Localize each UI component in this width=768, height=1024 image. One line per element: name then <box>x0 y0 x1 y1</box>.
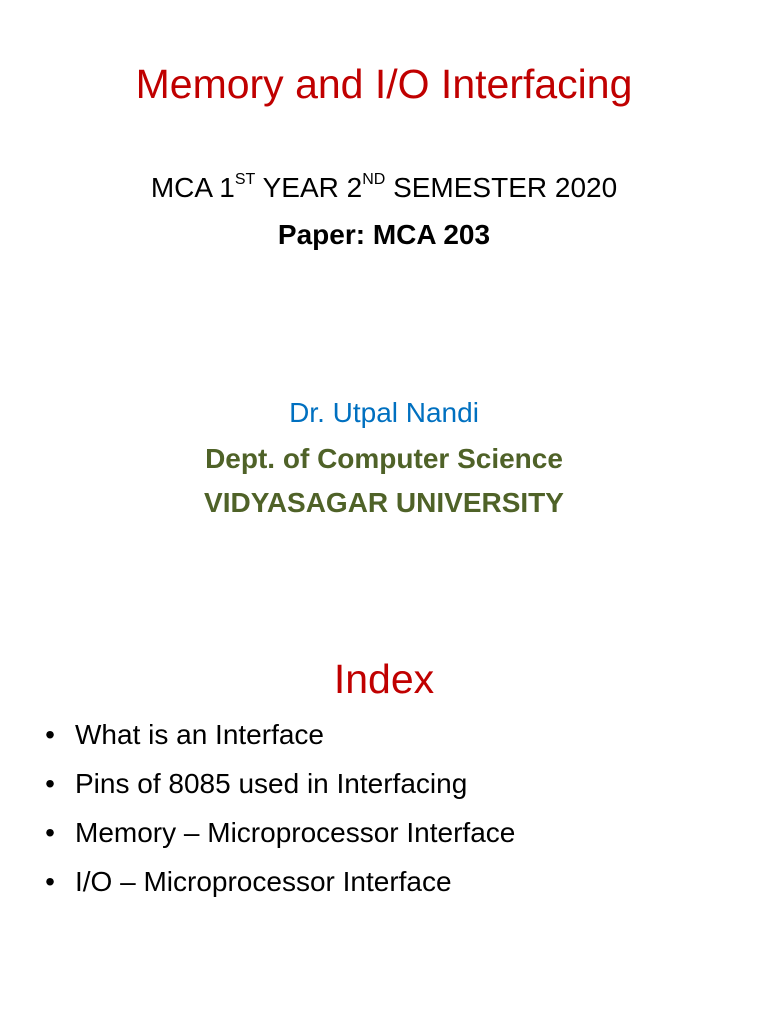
bullet-icon: • <box>45 719 55 750</box>
index-list-item <box>0 810 768 859</box>
index-list <box>0 712 768 908</box>
bullet-icon: • <box>45 768 55 799</box>
index-item-text: Pins of 8085 used in Interfacing <box>75 768 468 799</box>
paper-code: Paper: MCA 203 <box>277 219 491 250</box>
author-name: Dr. Utpal Nandi <box>289 397 479 428</box>
index-title: Index <box>333 656 435 703</box>
course-end: SEMESTER 2020 <box>385 172 618 203</box>
course-semester-line <box>0 170 768 206</box>
university-name: VIDYASAGAR UNIVERSITY <box>204 487 564 518</box>
index-item-text: What is an Interface <box>75 719 325 750</box>
index-list-item <box>0 761 768 810</box>
index-list-item <box>0 712 768 761</box>
course-middle: YEAR 2 <box>255 172 363 203</box>
bullet-icon: • <box>45 817 55 848</box>
department-name: Dept. of Computer Science <box>205 443 563 474</box>
year-ordinal-suffix: ST <box>234 170 256 188</box>
course-prefix: MCA 1 <box>150 172 235 203</box>
index-item-text: I/O – Microprocessor Interface <box>75 866 452 897</box>
semester-ordinal-suffix: ND <box>362 170 386 188</box>
index-slide <box>0 576 768 1024</box>
index-list-item <box>0 859 768 908</box>
index-item-text: Memory – Microprocessor Interface <box>75 817 516 848</box>
bullet-icon: • <box>45 866 55 897</box>
document-title: Memory and I/O Interfacing <box>135 61 633 108</box>
